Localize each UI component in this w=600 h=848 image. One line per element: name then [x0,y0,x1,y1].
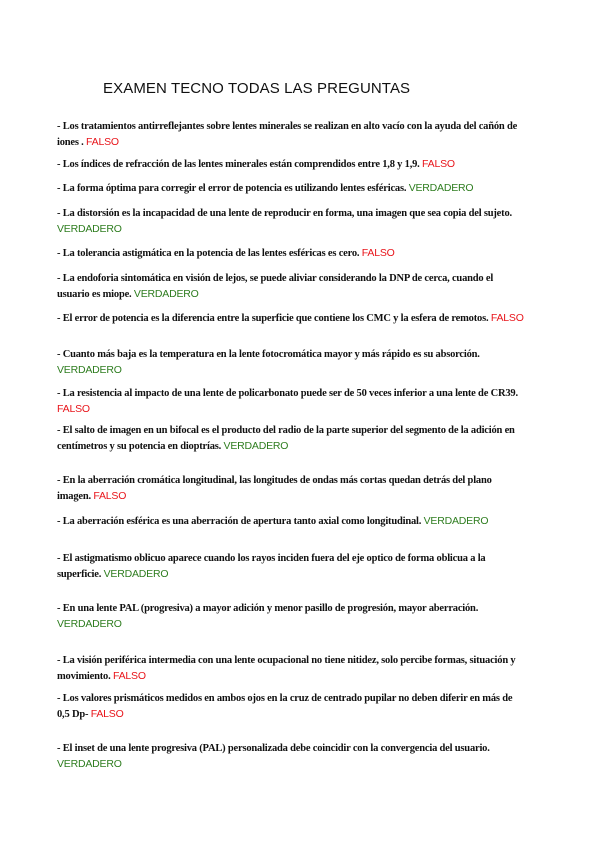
question-text: - Los tratamientos antirreflejantes sobre lentes minerales se realizan en alto vacío con la ayuda del cañón de iones . [57,121,518,148]
question-text: - En la aberración cromática longitudinal, las longitudes de ondas más cortas quedan detrás del plano imagen. [57,475,492,502]
question-item [57,272,527,302]
question-item [57,654,527,684]
question-text: - El inset de una lente progresiva (PAL) personalizada debe coincidir con la convergencia del usuario. [57,743,490,754]
question-text: - La tolerancia astigmática en la potencia de las lentes esféricas es cero. [57,248,362,259]
answer-falso: FALSO [361,247,395,259]
answer-verdadero: VERDADERO [223,439,289,452]
question-item [57,474,527,504]
answer-falso: FALSO [422,158,455,170]
answer-falso: FALSO [86,135,119,148]
answer-verdadero: VERDADERO [133,287,199,300]
question-item [57,157,527,173]
question-item [57,348,527,378]
question-text: - El astigmatismo oblicuo aparece cuando los rayos inciden fuera del eje optico de forma oblicua a la superficie. [57,553,486,580]
question-item [57,181,527,197]
answer-verdadero: VERDADERO [103,567,169,580]
question-item [57,742,527,772]
question-item [57,120,527,150]
question-item [57,692,527,722]
question-text: - La aberración esférica es una aberración de apertura tanto axial como longitudinal. [57,516,424,527]
question-item [57,246,527,262]
question-item [57,311,527,327]
answer-verdadero: VERDADERO [57,617,122,630]
question-item [57,207,527,237]
question-item [57,514,527,530]
answer-verdadero: VERDADERO [57,222,122,235]
answer-verdadero: VERDADERO [57,363,122,376]
question-item [57,387,527,417]
question-text: - El salto de imagen en un bifocal es el producto del radio de la parte superior del segmento de la adición en centímetros y su potencia en dioptrías. [57,425,515,452]
question-text: - La distorsión es la incapacidad de una lente de reproducir en forma, una imagen que sea copia del sujeto. [57,208,512,219]
question-text: - Los índices de refracción de las lentes minerales están comprendidos entre 1,8 y 1,9. [57,159,423,170]
answer-falso: FALSO [93,489,127,502]
question-text: - La endoforia sintomática en visión de lejos, se puede aliviar considerando la DNP de cerca, cuando el usuario es miope. [57,273,494,300]
question-text: - La forma óptima para corregir el error de potencia es utilizando lentes esféricas. [57,183,409,194]
answer-falso: FALSO [490,312,524,324]
question-text: - El error de potencia es la diferencia entre la superficie que contiene los CMC y la esfera de remotos. [57,313,491,324]
question-item [57,602,527,632]
question-text: - En una lente PAL (progresiva) a mayor adición y menor pasillo de progresión, mayor aberración. [57,603,479,614]
question-item [57,552,527,582]
answer-verdadero: VERDADERO [57,757,122,770]
question-text: - Cuanto más baja es la temperatura en la lente fotocromática mayor y más rápido es su absorción. [57,349,480,360]
answer-verdadero: VERDADERO [408,182,474,194]
question-item [57,424,527,454]
answer-falso: FALSO [57,402,90,415]
answer-falso: FALSO [90,707,124,720]
question-text: - La visión periférica intermedia con una lente ocupacional no tiene nitidez, solo percibe formas, situación y movimiento. [57,655,516,682]
page-title: EXAMEN TECNO TODAS LAS PREGUNTAS [103,80,411,97]
answer-falso: FALSO [112,669,146,682]
question-text: - La resistencia al impacto de una lente de policarbonato puede ser de 50 veces inferior a una lente de CR39. [57,388,518,399]
question-text: - Los valores prismáticos medidos en ambos ojos en la cruz de centrado pupilar no deben diferir en más de 0,5 Dp- [57,693,513,720]
answer-verdadero: VERDADERO [423,515,489,527]
